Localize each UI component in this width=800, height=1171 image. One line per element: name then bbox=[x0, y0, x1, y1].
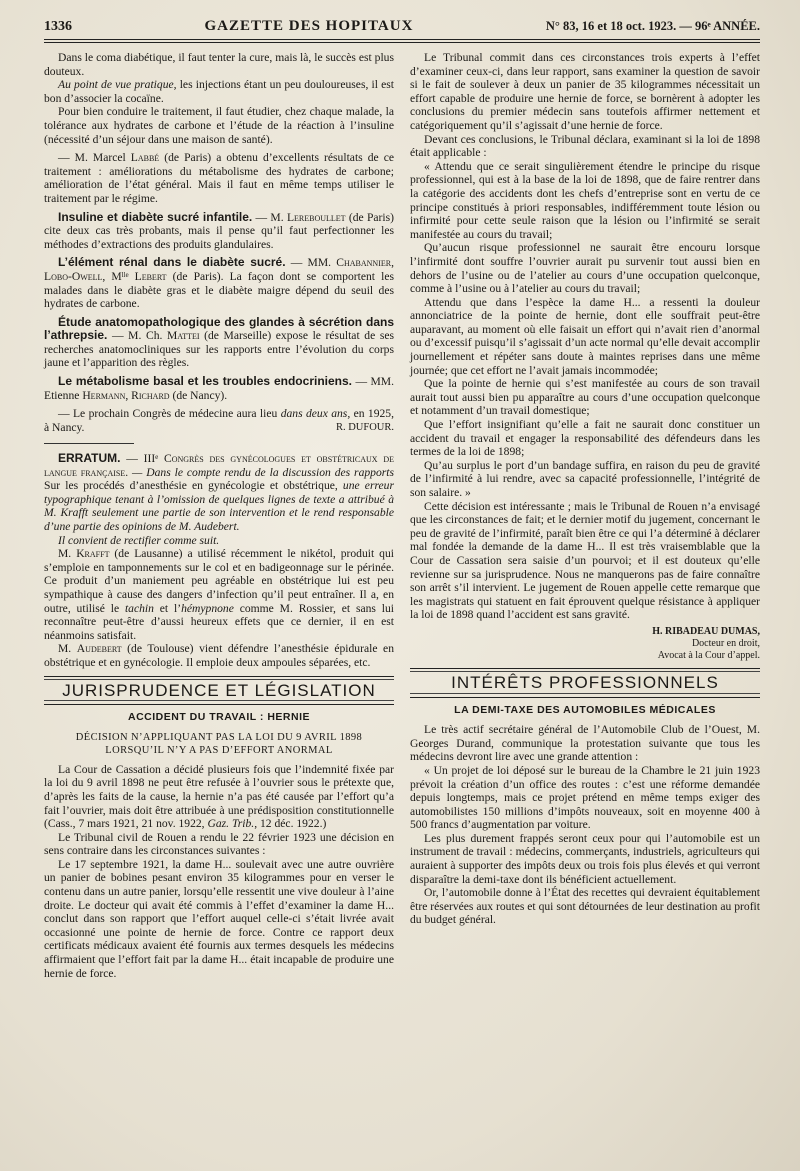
paragraph: Le métabolisme basal et les troubles endocriniens. — MM. Etienne Hermann, Richard (de Nancy). bbox=[44, 374, 394, 402]
paragraph: Le très actif secrétaire général de l’Automobile Club de l’Ouest, M. Georges Durand, communique la protestation suivante que tous les médecins devront lire avec une grande attention : bbox=[410, 723, 760, 764]
section-heading-jurisprudence: JURISPRUDENCE ET LÉGISLATION bbox=[44, 676, 394, 706]
paragraph: Il convient de rectifier comme suit. bbox=[58, 533, 220, 547]
paragraph: « Un projet de loi déposé sur le bureau de la Chambre le 21 juin 1923 prévoit la création d’un office des routes : c’est une réforme demandée depuis longtemps, mais ce projet prétend en même temps exiger des automobilistes 150 millions d’impôts nouveaux, soit en moyenne 400 à 500 francs d’augmentation par voiture. bbox=[410, 763, 760, 832]
paragraph: Le Tribunal civil de Rouen a rendu le 22 février 1923 une décision en sens contraire dans les circonstances suivantes : bbox=[44, 830, 394, 858]
paragraph: M. Audebert (de Toulouse) vient défendre l’anesthésie épidurale en obstétrique et en gynécologie. Il emploie deux ampoules séparées, etc. bbox=[44, 642, 394, 669]
paragraph: La Cour de Cassation a décidé plusieurs fois que l’indemnité fixée par la loi du 9 avril 1898 ne peut être refusée à l’ouvrier sous le prétexte que, d’après les faits de la cause, la hernie n’a pas été causée par l’effort qu’a fait l’ouvrier, mais doit être attribuée à une prédisposition constitutionnelle (Cass., 7 mars 1921, 21 nov. 1922, Gaz. Trib., 12 déc. 1922.) bbox=[44, 762, 394, 831]
article-title: LA DEMI-TAXE DES AUTOMOBILES MÉDICALES bbox=[454, 703, 716, 716]
paragraph: — Le prochain Congrès de médecine aura lieu dans deux ans, en 1925, à Nancy. bbox=[44, 407, 395, 434]
paragraph: Au point de vue pratique, les injections étant un peu douloureuses, il est bon d’associer la cocaïne. bbox=[44, 78, 394, 105]
section-heading-interets: INTÉRÊTS PROFESSIONNELS bbox=[410, 668, 760, 698]
divider bbox=[44, 443, 134, 444]
article-title: ACCIDENT DU TRAVAIL : HERNIE bbox=[128, 711, 310, 724]
right-column bbox=[410, 51, 760, 980]
paragraph: Attendu que dans l’espèce la dame H... a ressenti la douleur annonciatrice de la pointe de hernie, dont elle souffrait peut-être auparavant, au moment où elle faisait un effort qui n’avait rien d’anormal ou d’excessif puisqu’il s’agissait d’un acte normal qu’elle devait accomplir journellement et répéter sans doute à maintes reprises dans une même journée; que cet effort ne l’avait jamais incommodée; bbox=[410, 295, 760, 377]
paragraph: Or, l’automobile donne à l’État des recettes qui devraient équitablement être réservées aux routes et qui sont détournées de leur destination au profit du budget général. bbox=[410, 886, 760, 927]
paragraph: Devant ces conclusions, le Tribunal déclara, examinant si la loi de 1898 était applicable : bbox=[410, 132, 760, 160]
paragraph: Cette décision est intéressante ; mais le Tribunal de Rouen n’a envisagé que les circonstances de fait; et le dernier motif du jugement, concernant le peu de gravité de l’infirmité, paraît bien être ce qui l’a déterminé à déclarer mal fondée la demande de la dame H... Il est très vraisemblable que la Cour de Cassation sera saisie d’un pourvoi; et il est douteux qu’elle revienne sur sa jurisprudence. Nous ne manquerons pas de faire connaître son arrêt s’il intervient. Le jugement de Rouen appelle cette remarque que les magistrats qui statuent en fait éprouvent quelque résistance à appliquer la loi de 1898 quand l’accident est sans gravité. bbox=[410, 499, 760, 622]
signature: R. DUFOUR. bbox=[335, 422, 394, 434]
paragraph: Insuline et diabète sucré infantile. — M. Lereboullet (de Paris) cite deux cas très probants, mais il pense qu’il faut perfectionner les méthodes d’extractions des produits glandulaires. bbox=[44, 209, 395, 251]
author-signature: H. RIBADEAU DUMAS, Docteur en droit, Avocat à la Cour d’appel. bbox=[652, 625, 760, 661]
paragraph: Dans le coma diabétique, il faut tenter la cure, mais là, le succès est plus douteux. bbox=[44, 51, 394, 78]
paragraph: L’élément rénal dans le diabète sucré. — MM. Chabannier, Lobo-Owell, Mˡˡᵉ Lebert (de Paris). La façon dont se comportent les malades dans le diabète gras et le diabète maigre dépend du seuil des hydrates de carbone. bbox=[44, 255, 394, 311]
header-rule bbox=[44, 40, 760, 43]
paragraph: Les plus durement frappés seront ceux pour qui l’automobile est un instrument de travail : médecins, commerçants, industriels, agriculteurs qui auraient à supporter des impôts deux ou trois fois plus élevés et qui verront disparaître la demi-taxe dont ils bénéficient actuellement. bbox=[410, 831, 760, 886]
issue-info: N° 83, 16 et 18 oct. 1923. — 96ᵉ ANNÉE. bbox=[545, 19, 760, 33]
erratum-paragraph: ERRATUM. — IIIᵉ Congrès des gynécologues et obstétricaux de langue française. — Dans le compte rendu de la discussion des rapports Sur les procédés d’anesthésie en gynécologie et obstétrique, une erreur typographique tenant à l’omission de quelques lignes de texte a attribué à M. Krafft seulement une partie de son intervention et le rend responsable d’une partie des opinions de M. Audebert. bbox=[44, 451, 395, 533]
paragraph: Pour bien conduire le traitement, il faut étudier, chez chaque malade, la tolérance aux hydrates de carbone et l’étude de la réaction à l’insuline (nécessité d’un séjour dans une maison de santé). bbox=[44, 105, 394, 146]
left-column bbox=[44, 51, 394, 980]
paragraph: — M. Marcel Labbé (de Paris) a obtenu d’excellents résultats de ce traitement : améliorations du métabolisme des hydrates de carbone; amélioration de l’état général. Mais il faut en même temps utiliser le traitement par le régime. bbox=[44, 151, 395, 205]
paragraph: Le Tribunal commit dans ces circonstances trois experts à l’effet d’examiner ceux-ci, dans leur rapport, sans examiner la question de savoir si le fait de soulever à deux un panier de 35 kilogrammes nécessitait un effort capable de produire une hernie de force, se bornèrent à adopter les conclusions du premier médecin sans toutefois affirmer nettement et catégoriquement qu’il s’agissait d’une hernie de force. bbox=[410, 51, 760, 132]
paragraph: « Attendu que ce serait singulièrement étendre le principe du risque professionnel, qui est à la base de la loi de 1898, que de faire rentrer dans la catégorie des accidents dont les chefs d’entreprise sont en vertu de ce principe constitués à priori responsables, indifféremment toute lésion ou infirmité pour cette seule raison que la lésion ou l’infirmité se serait manifestée au cours du travail; bbox=[410, 159, 760, 241]
paragraph: Que l’effort insignifiant qu’elle a fait ne saurait donc constituer un accident du travail et engager la responsabilité des défendeurs dans les termes de la loi de 1898; bbox=[410, 418, 760, 459]
journal-title: GAZETTE DES HOPITAUX bbox=[204, 18, 414, 34]
paragraph: Qu’au surplus le port d’un bandage suffira, en raison du peu de gravité de l’infirmité à lui rendre, avec sa capacité professionnelle, l’intégrité de son salaire. » bbox=[410, 458, 760, 499]
paragraph: Le 17 septembre 1921, la dame H... soulevait avec une autre ouvrière un panier de bobines pesant environ 35 kilogrammes pour en verser le contenu dans un autre panier, lorsqu’elle ressentit une vive douleur à l’aine droite. Le docteur qui avait été commis à l’effet d’examiner la dame H... conclut dans son rapport que l’effort auquel celle-ci s’était livrée avait occasionné une pointe de hernie de force. Contre ce rapport deux certificats médicaux avaient été fournis aux termes desquels les médecins affirmaient que l’effort fait par la dame H... était incapable de produire une hernie de force. bbox=[44, 857, 394, 980]
paragraph: Que la pointe de hernie qui s’est manifestée au cours de son travail aurait tout aussi bien pu apparaître au cours d’une occupation quelconque et notamment d’un travail domestique; bbox=[410, 377, 760, 418]
page-number: 1336 bbox=[44, 19, 72, 34]
article-subtitle: DÉCISION N’APPLIQUANT PAS LA LOI DU 9 AVRIL 1898 LORSQU’IL N’Y A PAS D’EFFORT ANORMAL bbox=[75, 731, 363, 756]
paragraph: Étude anatomopathologique des glandes à sécrétion dans l’athrepsie. — M. Ch. Mattei (de Marseille) expose le résultat de ses recherches anatomocliniques sur les rapports entre l’évolution du corps jaune et l’apparition des règles. bbox=[44, 314, 394, 370]
paragraph: M. Krafft (de Lausanne) a utilisé récemment le nikétol, produit qui s’emploie en tamponnements sur le col et en badigeonnage sur le périnée. Ce produit d’un maniement peu agréable en obstétrique lui est peu sympathique à cause des dangers d’infection qu’il peut entraîner. Il a, en outre, utilisé le tachin et l’hémypnone comme M. Rossier, et sans lui reconnaître peut-être d’aussi heureux effets que ce dernier, il en est néanmoins satisfait. bbox=[44, 547, 395, 642]
columns bbox=[44, 51, 760, 980]
paragraph: Qu’aucun risque professionnel ne saurait être encouru lorsque l’infirmité dont souffre l’ouvrier aurait pu survenir tout aussi bien en dehors de l’usine ou de l’atelier au cours d’une occupation quelconque, comme à l’usine ou à l’atelier au cours du travail; bbox=[410, 241, 760, 296]
page-header bbox=[44, 18, 760, 40]
